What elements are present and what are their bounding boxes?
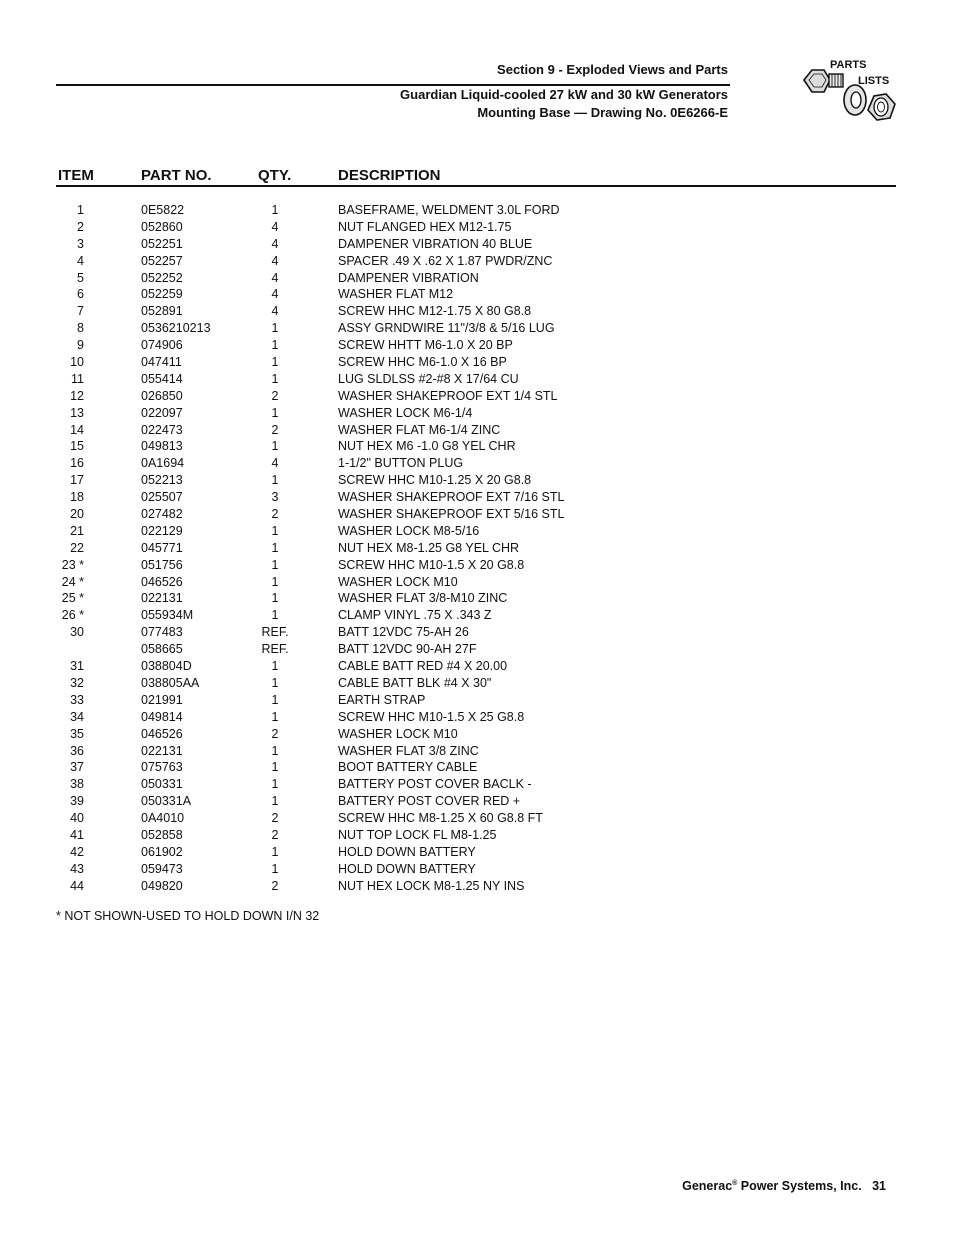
cell-item: 16 bbox=[70, 456, 84, 471]
table-row bbox=[0, 320, 954, 337]
table-row bbox=[0, 455, 954, 472]
cell-description: WASHER SHAKEPROOF EXT 5/16 STL bbox=[338, 507, 565, 522]
table-row bbox=[0, 709, 954, 726]
cell-item: 40 bbox=[70, 811, 84, 826]
cell-part-no: 038804D bbox=[141, 659, 192, 674]
column-header-part-no: PART NO. bbox=[141, 167, 212, 184]
cell-qty: 1 bbox=[271, 861, 279, 876]
cell-item: 38 bbox=[70, 777, 84, 792]
cell-qty: 1 bbox=[271, 473, 279, 488]
cell-part-no: 046526 bbox=[141, 574, 183, 589]
cell-qty: 1 bbox=[271, 203, 279, 217]
cell-item: 14 bbox=[70, 422, 84, 437]
cell-description: 1-1/2" BUTTON PLUG bbox=[338, 456, 464, 471]
footnote: * NOT SHOWN-USED TO HOLD DOWN I/N 32 bbox=[56, 909, 320, 923]
cell-part-no: 074906 bbox=[141, 338, 183, 353]
cell-qty: 1 bbox=[271, 709, 279, 724]
cell-description: SCREW HHC M12-1.75 X 80 G8.8 bbox=[338, 304, 532, 319]
cell-item: 44 bbox=[70, 878, 84, 893]
cell-qty: 2 bbox=[271, 388, 279, 403]
table-row bbox=[0, 371, 954, 388]
cell-part-no: 075763 bbox=[141, 760, 183, 775]
cell-description: SCREW HHC M10-1.25 X 20 G8.8 bbox=[338, 473, 532, 488]
cell-item: 18 bbox=[70, 490, 84, 505]
cell-item: 15 bbox=[70, 439, 84, 454]
table-row bbox=[0, 844, 954, 861]
cell-item: 31 bbox=[70, 659, 84, 674]
table-row bbox=[0, 590, 954, 607]
cell-item: 8 bbox=[77, 321, 84, 336]
table-row bbox=[0, 523, 954, 540]
cell-part-no: 055934M bbox=[141, 608, 194, 623]
table-row bbox=[0, 726, 954, 743]
cell-qty: 2 bbox=[271, 827, 279, 842]
table-row bbox=[0, 641, 954, 658]
parts-table-body bbox=[0, 202, 954, 895]
cell-qty: 4 bbox=[271, 456, 279, 471]
cell-part-no: 052252 bbox=[141, 270, 183, 285]
cell-item: 4 bbox=[77, 253, 84, 268]
column-header-item: ITEM bbox=[58, 167, 94, 184]
section-title: Section 9 - Exploded Views and Parts bbox=[497, 62, 728, 77]
table-row bbox=[0, 827, 954, 844]
cell-part-no: 055414 bbox=[141, 371, 183, 386]
cell-item: 17 bbox=[70, 473, 84, 488]
cell-item: 39 bbox=[70, 794, 84, 809]
cell-description: BATT 12VDC 75-AH 26 bbox=[338, 625, 469, 640]
cell-qty: 2 bbox=[271, 878, 279, 893]
cell-part-no: 052860 bbox=[141, 219, 183, 234]
cell-qty: REF. bbox=[261, 642, 289, 657]
cell-item: 41 bbox=[70, 827, 84, 842]
cell-part-no: 022097 bbox=[141, 405, 183, 420]
cell-description: NUT HEX M6 -1.0 G8 YEL CHR bbox=[338, 439, 516, 454]
parts-lists-logo bbox=[800, 56, 900, 132]
cell-item: 42 bbox=[70, 844, 84, 859]
cell-qty: 1 bbox=[271, 574, 279, 589]
table-row bbox=[0, 540, 954, 557]
cell-item: 3 bbox=[77, 236, 84, 251]
cell-qty: 4 bbox=[271, 304, 279, 319]
drawing-title: Mounting Base — Drawing No. 0E6266-E bbox=[477, 105, 728, 120]
cell-item: 33 bbox=[70, 692, 84, 707]
page-number: 31 bbox=[872, 1179, 886, 1194]
column-header-description: DESCRIPTION bbox=[338, 167, 441, 184]
cell-qty: 4 bbox=[271, 270, 279, 285]
cell-item: 11 bbox=[71, 371, 84, 386]
cell-description: NUT HEX M8-1.25 G8 YEL CHR bbox=[338, 540, 520, 555]
cell-qty: 1 bbox=[271, 591, 279, 606]
cell-part-no: 0A4010 bbox=[141, 811, 185, 826]
cell-item: 21 bbox=[70, 523, 84, 538]
cell-part-no: 050331 bbox=[141, 777, 183, 792]
cell-part-no: 021991 bbox=[141, 692, 183, 707]
table-row bbox=[0, 793, 954, 810]
cell-description: SPACER .49 X .62 X 1.87 PWDR/ZNC bbox=[338, 253, 553, 268]
table-header bbox=[56, 167, 896, 187]
table-row bbox=[0, 202, 954, 219]
cell-item: 32 bbox=[70, 675, 84, 690]
cell-part-no: 022131 bbox=[141, 591, 183, 606]
cell-part-no: 049813 bbox=[141, 439, 183, 454]
cell-item: 2 bbox=[77, 219, 84, 234]
table-row bbox=[0, 270, 954, 287]
cell-description: SCREW HHC M8-1.25 X 60 G8.8 FT bbox=[338, 811, 543, 826]
cell-part-no: 026850 bbox=[141, 388, 183, 403]
table-row bbox=[0, 388, 954, 405]
table-row bbox=[0, 574, 954, 591]
cell-part-no: 027482 bbox=[141, 507, 183, 522]
cell-part-no: 0E5822 bbox=[141, 203, 185, 217]
table-row bbox=[0, 506, 954, 523]
cell-part-no: 052858 bbox=[141, 827, 183, 842]
cell-qty: 1 bbox=[271, 794, 279, 809]
table-row bbox=[0, 624, 954, 641]
cell-description: CABLE BATT RED #4 X 20.00 bbox=[338, 659, 508, 674]
cell-description: DAMPENER VIBRATION 40 BLUE bbox=[338, 236, 533, 251]
cell-description: LUG SLDLSS #2-#8 X 17/64 CU bbox=[338, 371, 519, 386]
cell-qty: 1 bbox=[271, 371, 279, 386]
cell-part-no: 046526 bbox=[141, 726, 183, 741]
cell-qty: REF. bbox=[261, 625, 289, 640]
cell-description: WASHER FLAT M12 bbox=[338, 287, 454, 302]
cell-qty: 1 bbox=[271, 405, 279, 420]
logo-word-lists: LISTS bbox=[858, 75, 890, 87]
table-row bbox=[0, 861, 954, 878]
cell-item: 9 bbox=[77, 338, 84, 353]
cell-item: 6 bbox=[77, 287, 84, 302]
cell-part-no: 052891 bbox=[141, 304, 183, 319]
footer-suffix: Power Systems, Inc. bbox=[737, 1179, 862, 1194]
cell-qty: 1 bbox=[271, 557, 279, 572]
cell-item: 20 bbox=[70, 507, 84, 522]
cell-description: DAMPENER VIBRATION bbox=[338, 270, 479, 285]
cell-qty: 2 bbox=[271, 726, 279, 741]
table-row bbox=[0, 607, 954, 624]
table-row bbox=[0, 286, 954, 303]
cell-part-no: 049820 bbox=[141, 878, 183, 893]
table-row bbox=[0, 236, 954, 253]
cell-part-no: 049814 bbox=[141, 709, 183, 724]
cell-description: WASHER LOCK M8-5/16 bbox=[338, 523, 480, 538]
cell-description: NUT TOP LOCK FL M8-1.25 bbox=[338, 827, 497, 842]
cell-description: WASHER FLAT 3/8-M10 ZINC bbox=[338, 591, 508, 606]
cell-item: 37 bbox=[70, 760, 84, 775]
cell-description: NUT HEX LOCK M8-1.25 NY INS bbox=[338, 878, 525, 893]
cell-description: BASEFRAME, WELDMENT 3.0L FORD bbox=[338, 203, 560, 217]
table-row bbox=[0, 776, 954, 793]
column-header-qty: QTY. bbox=[258, 167, 292, 184]
cell-item: 12 bbox=[70, 388, 84, 403]
table-row bbox=[0, 303, 954, 320]
table-row bbox=[0, 759, 954, 776]
cell-item: 5 bbox=[77, 270, 84, 285]
cell-qty: 4 bbox=[271, 287, 279, 302]
cell-description: WASHER FLAT 3/8 ZINC bbox=[338, 743, 479, 758]
table-row bbox=[0, 337, 954, 354]
cell-item: 7 bbox=[77, 304, 84, 319]
cell-description: NUT FLANGED HEX M12-1.75 bbox=[338, 219, 512, 234]
cell-item: 23 * bbox=[61, 557, 84, 572]
cell-part-no: 022131 bbox=[141, 743, 183, 758]
cell-qty: 1 bbox=[271, 692, 279, 707]
cell-item: 10 bbox=[70, 355, 84, 370]
cell-item: 34 bbox=[70, 709, 84, 724]
cell-part-no: 052251 bbox=[141, 236, 183, 251]
cell-qty: 1 bbox=[271, 523, 279, 538]
cell-qty: 3 bbox=[271, 490, 279, 505]
cell-part-no: 045771 bbox=[141, 540, 183, 555]
cell-qty: 4 bbox=[271, 236, 279, 251]
cell-part-no: 047411 bbox=[141, 355, 182, 370]
cell-description: ASSY GRNDWIRE 11"/3/8 & 5/16 LUG bbox=[338, 321, 555, 336]
table-row bbox=[0, 810, 954, 827]
cell-qty: 1 bbox=[271, 659, 279, 674]
cell-item: 35 bbox=[70, 726, 84, 741]
table-row bbox=[0, 557, 954, 574]
cell-part-no: 077483 bbox=[141, 625, 183, 640]
document-title: Guardian Liquid-cooled 27 kW and 30 kW Generators bbox=[400, 87, 728, 102]
cell-part-no: 061902 bbox=[141, 844, 183, 859]
cell-part-no: 058665 bbox=[141, 642, 183, 657]
cell-description: CLAMP VINYL .75 X .343 Z bbox=[338, 608, 492, 623]
table-row bbox=[0, 878, 954, 895]
cell-qty: 1 bbox=[271, 844, 279, 859]
cell-item: 36 bbox=[70, 743, 84, 758]
cell-description: BATTERY POST COVER BACLK - bbox=[338, 777, 532, 792]
table-row bbox=[0, 472, 954, 489]
cell-part-no: 038805AA bbox=[141, 675, 200, 690]
cell-item: 25 * bbox=[61, 591, 84, 606]
cell-qty: 4 bbox=[271, 253, 279, 268]
cell-qty: 1 bbox=[271, 675, 279, 690]
table-row bbox=[0, 743, 954, 760]
table-row bbox=[0, 675, 954, 692]
cell-part-no: 059473 bbox=[141, 861, 183, 876]
table-row bbox=[0, 692, 954, 709]
cell-description: WASHER FLAT M6-1/4 ZINC bbox=[338, 422, 501, 437]
cell-description: SCREW HHC M10-1.5 X 20 G8.8 bbox=[338, 557, 525, 572]
cell-qty: 1 bbox=[271, 540, 279, 555]
cell-description: WASHER LOCK M10 bbox=[338, 574, 458, 589]
cell-item: 26 * bbox=[61, 608, 84, 623]
table-row bbox=[0, 219, 954, 236]
cell-description: WASHER SHAKEPROOF EXT 1/4 STL bbox=[338, 388, 558, 403]
cell-qty: 1 bbox=[271, 338, 279, 353]
cell-description: SCREW HHC M10-1.5 X 25 G8.8 bbox=[338, 709, 525, 724]
cell-description: CABLE BATT BLK #4 X 30" bbox=[338, 675, 492, 690]
cell-qty: 1 bbox=[271, 321, 279, 336]
cell-part-no: 052257 bbox=[141, 253, 183, 268]
cell-item: 24 * bbox=[61, 574, 84, 589]
table-row bbox=[0, 422, 954, 439]
cell-item: 30 bbox=[70, 625, 84, 640]
cell-part-no: 0536210213 bbox=[141, 321, 211, 336]
page-footer bbox=[682, 1176, 886, 1194]
footer-company: Generac bbox=[682, 1179, 733, 1194]
cell-part-no: 022129 bbox=[141, 523, 183, 538]
cell-qty: 1 bbox=[271, 355, 279, 370]
cell-part-no: 051756 bbox=[141, 557, 183, 572]
cell-description: WASHER LOCK M6-1/4 bbox=[338, 405, 473, 420]
cell-qty: 4 bbox=[271, 219, 279, 234]
cell-qty: 1 bbox=[271, 760, 279, 775]
cell-qty: 2 bbox=[271, 507, 279, 522]
table-row bbox=[0, 253, 954, 270]
cell-part-no: 025507 bbox=[141, 490, 183, 505]
cell-description: HOLD DOWN BATTERY bbox=[338, 861, 476, 876]
cell-part-no: 022473 bbox=[141, 422, 183, 437]
cell-description: BATTERY POST COVER RED + bbox=[338, 794, 521, 809]
cell-qty: 1 bbox=[271, 777, 279, 792]
table-row bbox=[0, 354, 954, 371]
table-row bbox=[0, 658, 954, 675]
cell-part-no: 0A1694 bbox=[141, 456, 185, 471]
cell-qty: 1 bbox=[271, 608, 279, 623]
cell-description: BATT 12VDC 90-AH 27F bbox=[338, 642, 477, 657]
cell-description: BOOT BATTERY CABLE bbox=[338, 760, 478, 775]
cell-description: WASHER LOCK M10 bbox=[338, 726, 458, 741]
cell-item: 22 bbox=[70, 540, 84, 555]
cell-description: SCREW HHC M6-1.0 X 16 BP bbox=[338, 355, 507, 370]
cell-qty: 2 bbox=[271, 811, 279, 826]
cell-item: 13 bbox=[70, 405, 84, 420]
cell-description: EARTH STRAP bbox=[338, 692, 426, 707]
table-row bbox=[0, 438, 954, 455]
table-row bbox=[0, 405, 954, 422]
cell-qty: 1 bbox=[271, 439, 279, 454]
logo-word-parts: PARTS bbox=[830, 59, 867, 71]
cell-description: WASHER SHAKEPROOF EXT 7/16 STL bbox=[338, 490, 565, 505]
cell-item: 43 bbox=[70, 861, 84, 876]
cell-description: SCREW HHTT M6-1.0 X 20 BP bbox=[338, 338, 513, 353]
cell-part-no: 050331A bbox=[141, 794, 192, 809]
cell-part-no: 052259 bbox=[141, 287, 183, 302]
table-row bbox=[0, 489, 954, 506]
cell-item: 1 bbox=[77, 203, 84, 217]
cell-qty: 2 bbox=[271, 422, 279, 437]
cell-description: HOLD DOWN BATTERY bbox=[338, 844, 476, 859]
cell-part-no: 052213 bbox=[141, 473, 183, 488]
registered-mark: ® bbox=[732, 1180, 738, 1187]
cell-qty: 1 bbox=[271, 743, 279, 758]
